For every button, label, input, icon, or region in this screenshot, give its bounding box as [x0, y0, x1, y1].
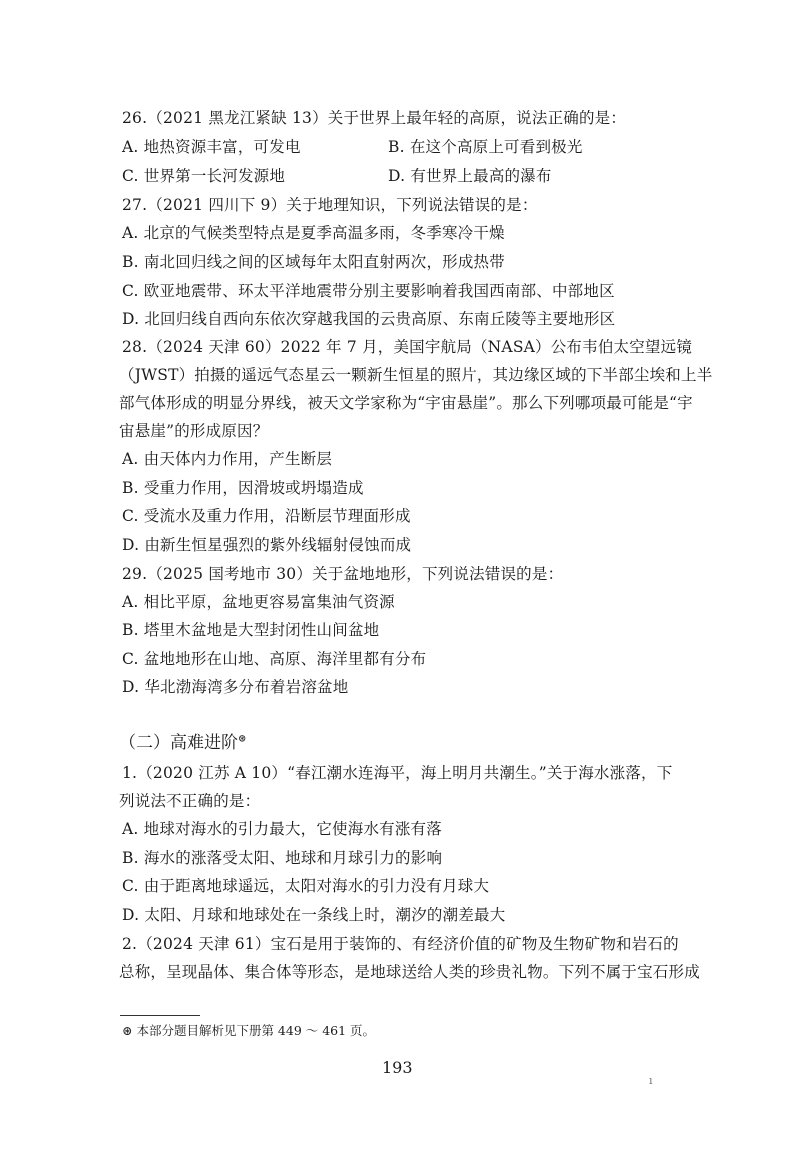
question-29-option-b: B. 塔里木盆地是大型封闭性山间盆地: [122, 621, 380, 639]
question-28-option-c: C. 受流水及重力作用，沿断层节理面形成: [122, 507, 411, 525]
question-28-stem-line-1: 28.（2024 天津 60）2022 年 7 月，美国宇航局（NASA）公布韦伯太空望远镜: [122, 338, 693, 356]
advanced-question-2-stem-line-1: 2.（2024 天津 61）宝石是用于装饰的、有经济价值的矿物及生物矿物和岩石的: [122, 935, 679, 953]
section-title-text: （二）高难进阶: [119, 733, 238, 753]
question-27-option-c: C. 欧亚地震带、环太平洋地震带分别主要影响着我国西南部、中部地区: [122, 282, 615, 300]
question-29-option-a: A. 相比平原，盆地更容易富集油气资源: [122, 593, 395, 611]
scan-mark: ı: [649, 1074, 653, 1087]
question-27-stem: 27.（2021 四川下 9）关于地理知识，下列说法错误的是：: [122, 196, 538, 214]
question-28-stem-line-4: 宙悬崖”的形成原因？: [119, 422, 269, 440]
question-29-stem: 29.（2025 国考地市 30）关于盆地地形，下列说法错误的是：: [122, 565, 564, 583]
question-28-stem-line-2: （JWST）拍摄的遥远气态星云一颗新生恒星的照片，其边缘区域的下半部尘埃和上半: [119, 366, 713, 384]
advanced-question-1-stem-line-1: 1.（2020 江苏 A 10）“春江潮水连海平，海上明月共潮生。”关于海水涨落，下: [122, 764, 673, 782]
question-28-option-d: D. 由新生恒星强烈的紫外线辐射侵蚀而成: [122, 536, 412, 554]
question-29-option-d: D. 华北渤海湾多分布着岩溶盆地: [122, 678, 349, 696]
question-26-stem: 26.（2021 黑龙江紧缺 13）关于世界上最年轻的高原，说法正确的是：: [122, 109, 627, 127]
advanced-question-1-option-a: A. 地球对海水的引力最大，它使海水有涨有落: [122, 820, 442, 838]
advanced-question-2-stem-line-2: 总称，呈现晶体、集合体等形态，是地球送给人类的珍贵礼物。下列不属于宝石形成: [119, 963, 700, 981]
page-number: 193: [382, 1058, 413, 1077]
question-29-option-c: C. 盆地地形在山地、高原、海洋里都有分布: [122, 650, 427, 668]
question-27-option-d: D. 北回归线自西向东依次穿越我国的云贵高原、东南丘陵等主要地形区: [122, 310, 616, 328]
question-26-option-a: A. 地热资源丰富，可发电: [122, 138, 301, 156]
section-title: [119, 731, 246, 755]
question-28-stem-line-3: 部气体形成的明显分界线，被天文学家称为“宇宙悬崖”。那么下列哪项最可能是“宇: [119, 394, 693, 412]
question-26-option-d: D. 有世界上最高的瀑布: [388, 167, 552, 185]
question-28-option-a: A. 由天体内力作用，产生断层: [122, 450, 333, 468]
question-26-option-b: B. 在这个高原上可看到极光: [388, 138, 583, 156]
footnote-divider: [120, 1015, 200, 1016]
question-27-option-a: A. 北京的气候类型特点是夏季高温多雨，冬季寒冷干燥: [122, 224, 505, 242]
advanced-question-1-option-c: C. 由于距离地球遥远，太阳对海水的引力没有月球大: [122, 877, 490, 895]
footnote-reference-mark: ⊛: [238, 733, 247, 745]
footnote: ⊛ 本部分题目解析见下册第 449 ～ 461 页。: [122, 1023, 376, 1038]
question-26-option-c: C. 世界第一长河发源地: [122, 167, 286, 185]
advanced-question-1-option-d: D. 太阳、月球和地球处在一条线上时，潮汐的潮差最大: [122, 906, 506, 924]
question-28-option-b: B. 受重力作用，因滑坡或坍塌造成: [122, 479, 364, 497]
advanced-question-1-stem-line-2: 列说法不正确的是：: [119, 792, 261, 810]
advanced-question-1-option-b: B. 海水的涨落受太阳、地球和月球引力的影响: [122, 849, 443, 867]
question-27-option-b: B. 南北回归线之间的区域每年太阳直射两次，形成热带: [122, 253, 505, 271]
